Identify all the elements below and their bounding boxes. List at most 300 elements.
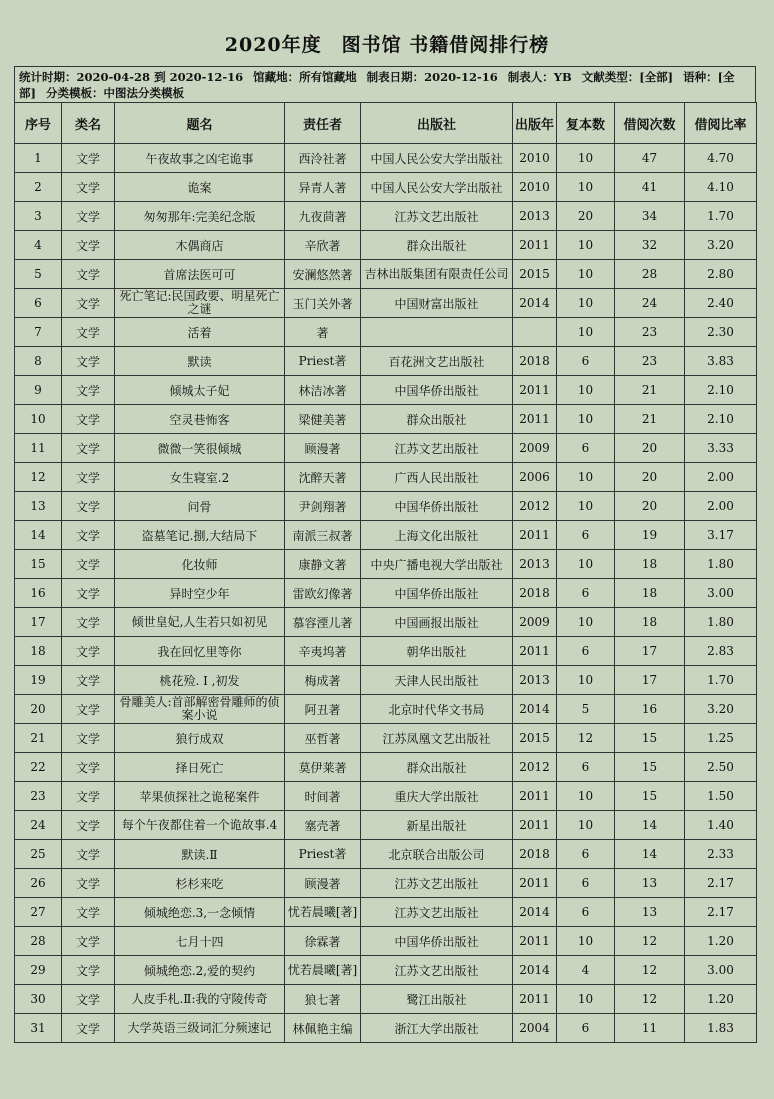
cell-loans: 16 [615,695,685,724]
cell-title: 盗墓笔记.捌,大结局下 [115,521,285,550]
cell-ratio: 1.25 [685,724,757,753]
cell-no: 30 [15,985,62,1014]
cell-year: 2015 [513,724,557,753]
cell-title: 活着 [115,318,285,347]
cell-loans: 24 [615,289,685,318]
cell-copies: 10 [557,405,615,434]
cell-loans: 41 [615,173,685,202]
cell-ratio: 1.70 [685,666,757,695]
cell-copies: 6 [557,869,615,898]
cell-year: 2011 [513,927,557,956]
meta-doc-type: 文献类型：[全部] [581,70,674,84]
cell-title: 择日死亡 [115,753,285,782]
cell-author: 莫伊莱著 [285,753,361,782]
cell-year: 2014 [513,695,557,724]
table-row [15,318,757,347]
cell-author: 狼七著 [285,985,361,1014]
cell-copies: 20 [557,202,615,231]
cell-loans: 17 [615,637,685,666]
cell-category: 文学 [62,376,115,405]
cell-category: 文学 [62,463,115,492]
cell-author: 林佩艳主编 [285,1014,361,1043]
cell-title: 问骨 [115,492,285,521]
cell-category: 文学 [62,521,115,550]
cell-no: 3 [15,202,62,231]
cell-loans: 21 [615,376,685,405]
cell-publisher: 重庆大学出版社 [361,782,513,811]
cell-publisher: 天津人民出版社 [361,666,513,695]
cell-no: 8 [15,347,62,376]
cell-copies: 10 [557,492,615,521]
table-row [15,463,757,492]
cell-category: 文学 [62,840,115,869]
cell-title: 我在回忆里等你 [115,637,285,666]
cell-publisher: 中国人民公安大学出版社 [361,173,513,202]
cell-ratio: 2.30 [685,318,757,347]
cell-loans: 21 [615,405,685,434]
cell-no: 2 [15,173,62,202]
cell-ratio: 1.80 [685,550,757,579]
cell-publisher: 江苏文艺出版社 [361,898,513,927]
cell-category: 文学 [62,260,115,289]
cell-no: 6 [15,289,62,318]
cell-loans: 15 [615,724,685,753]
cell-year [513,318,557,347]
cell-category: 文学 [62,579,115,608]
cell-year: 2018 [513,840,557,869]
cell-publisher: 中央广播电视大学出版社 [361,550,513,579]
table-row [15,173,757,202]
cell-title: 倾城太子妃 [115,376,285,405]
cell-category: 文学 [62,898,115,927]
cell-copies: 10 [557,144,615,173]
cell-no: 16 [15,579,62,608]
cell-title: 化妆师 [115,550,285,579]
meta-period: 统计时期：2020-04-28 到 2020-12-16 [19,70,244,84]
cell-year: 2011 [513,405,557,434]
cell-category: 文学 [62,289,115,318]
cell-no: 10 [15,405,62,434]
cell-publisher: 中国华侨出版社 [361,376,513,405]
cell-publisher: 中国华侨出版社 [361,927,513,956]
table-row [15,840,757,869]
cell-publisher: 群众出版社 [361,405,513,434]
cell-publisher: 新星出版社 [361,811,513,840]
cell-ratio: 1.20 [685,927,757,956]
cell-title: 空灵巷怖客 [115,405,285,434]
meta-template: 分类模板：中图法分类模板 [45,86,184,100]
cell-year: 2011 [513,376,557,405]
cell-title: 木偶商店 [115,231,285,260]
cell-year: 2010 [513,173,557,202]
cell-no: 27 [15,898,62,927]
cell-ratio: 2.50 [685,753,757,782]
cell-ratio: 2.17 [685,898,757,927]
cell-loans: 14 [615,840,685,869]
cell-copies: 4 [557,956,615,985]
cell-category: 文学 [62,608,115,637]
table-row [15,579,757,608]
cell-publisher: 江苏凤凰文艺出版社 [361,724,513,753]
cell-author: 梅成著 [285,666,361,695]
cell-title: 女生寝室.2 [115,463,285,492]
cell-year: 2015 [513,260,557,289]
table-row [15,521,757,550]
table-row [15,202,757,231]
cell-author: 异青人著 [285,173,361,202]
table-row [15,811,757,840]
cell-copies: 10 [557,811,615,840]
cell-loans: 13 [615,898,685,927]
cell-author: 忧若晨曦[著] [285,898,361,927]
cell-category: 文学 [62,1014,115,1043]
cell-publisher: 江苏文艺出版社 [361,869,513,898]
cell-category: 文学 [62,405,115,434]
table-row [15,956,757,985]
cell-ratio: 3.20 [685,695,757,724]
cell-ratio: 2.83 [685,637,757,666]
cell-ratio: 3.20 [685,231,757,260]
cell-loans: 47 [615,144,685,173]
cell-year: 2011 [513,985,557,1014]
cell-publisher: 群众出版社 [361,753,513,782]
cell-ratio: 3.83 [685,347,757,376]
cell-copies: 6 [557,1014,615,1043]
cell-publisher: 中国画报出版社 [361,608,513,637]
cell-publisher: 浙江大学出版社 [361,1014,513,1043]
cell-year: 2012 [513,753,557,782]
table-row [15,289,757,318]
cell-ratio: 2.00 [685,492,757,521]
cell-loans: 18 [615,579,685,608]
cell-no: 14 [15,521,62,550]
cell-copies: 10 [557,550,615,579]
cell-author: 尹剑翔著 [285,492,361,521]
cell-loans: 15 [615,782,685,811]
cell-author: 顾漫著 [285,434,361,463]
cell-author: 西泠社著 [285,144,361,173]
cell-year: 2011 [513,521,557,550]
cell-year: 2018 [513,579,557,608]
cell-no: 28 [15,927,62,956]
cell-publisher: 江苏文艺出版社 [361,956,513,985]
cell-category: 文学 [62,985,115,1014]
cell-publisher: 中国财富出版社 [361,289,513,318]
cell-author: 林洁冰著 [285,376,361,405]
header-row [15,103,757,144]
cell-year: 2011 [513,637,557,666]
cell-publisher [361,318,513,347]
cell-copies: 10 [557,608,615,637]
cell-no: 29 [15,956,62,985]
cell-category: 文学 [62,434,115,463]
cell-copies: 12 [557,724,615,753]
cell-author: 阿丑著 [285,695,361,724]
cell-author: 时间著 [285,782,361,811]
cell-author: 顾漫著 [285,869,361,898]
cell-no: 17 [15,608,62,637]
cell-ratio: 3.33 [685,434,757,463]
cell-title: 匆匆那年:完美纪念版 [115,202,285,231]
table-row [15,376,757,405]
cell-publisher: 百花洲文艺出版社 [361,347,513,376]
cell-publisher: 中国华侨出版社 [361,579,513,608]
meta-author: 制表人：YB [507,70,572,84]
cell-ratio: 2.10 [685,405,757,434]
cell-no: 7 [15,318,62,347]
cell-title: 诡案 [115,173,285,202]
cell-ratio: 2.17 [685,869,757,898]
cell-copies: 10 [557,318,615,347]
cell-ratio: 3.00 [685,956,757,985]
cell-category: 文学 [62,782,115,811]
cell-no: 31 [15,1014,62,1043]
cell-year: 2009 [513,434,557,463]
cell-category: 文学 [62,869,115,898]
cell-category: 文学 [62,347,115,376]
table-row [15,608,757,637]
col-header-author: 责任者 [285,103,361,144]
cell-title: 骨雕美人:首部解密骨雕师的侦案小说 [115,695,285,724]
cell-title: 异时空少年 [115,579,285,608]
cell-copies: 6 [557,637,615,666]
cell-publisher: 上海文化出版社 [361,521,513,550]
cell-no: 5 [15,260,62,289]
cell-loans: 14 [615,811,685,840]
cell-loans: 20 [615,492,685,521]
cell-author: 徐霖著 [285,927,361,956]
cell-loans: 12 [615,927,685,956]
cell-category: 文学 [62,695,115,724]
cell-copies: 10 [557,173,615,202]
cell-category: 文学 [62,956,115,985]
cell-title: 杉杉来吃 [115,869,285,898]
cell-title: 七月十四 [115,927,285,956]
cell-loans: 18 [615,608,685,637]
cell-ratio: 1.70 [685,202,757,231]
cell-title: 桃花殓. I ,初发 [115,666,285,695]
cell-publisher: 中国人民公安大学出版社 [361,144,513,173]
cell-author: 南派三叔著 [285,521,361,550]
cell-author: 安澜悠然著 [285,260,361,289]
report-title: 2020年度 图书馆 书籍借阅排行榜 [224,34,550,56]
cell-copies: 6 [557,434,615,463]
cell-copies: 10 [557,376,615,405]
cell-author: 康静文著 [285,550,361,579]
cell-copies: 6 [557,898,615,927]
table-row [15,405,757,434]
cell-publisher: 江苏文艺出版社 [361,202,513,231]
cell-year: 2010 [513,144,557,173]
table-row [15,637,757,666]
table-row [15,782,757,811]
cell-author: Priest著 [285,347,361,376]
cell-publisher: 江苏文艺出版社 [361,434,513,463]
cell-author: 辛欣著 [285,231,361,260]
cell-ratio: 3.17 [685,521,757,550]
cell-loans: 32 [615,231,685,260]
cell-author: 慕容湮儿著 [285,608,361,637]
cell-year: 2013 [513,666,557,695]
cell-loans: 17 [615,666,685,695]
cell-title: 大学英语三级词汇分频速记 [115,1014,285,1043]
cell-no: 21 [15,724,62,753]
ranking-table [14,102,757,1043]
col-header-title: 题名 [115,103,285,144]
cell-ratio: 2.10 [685,376,757,405]
cell-year: 2014 [513,289,557,318]
cell-ratio: 2.00 [685,463,757,492]
cell-publisher: 广西人民出版社 [361,463,513,492]
cell-no: 25 [15,840,62,869]
cell-publisher: 北京联合出版公司 [361,840,513,869]
cell-author: 玉门关外著 [285,289,361,318]
cell-year: 2011 [513,782,557,811]
cell-author: Priest著 [285,840,361,869]
cell-no: 12 [15,463,62,492]
cell-category: 文学 [62,550,115,579]
cell-copies: 10 [557,985,615,1014]
cell-ratio: 1.83 [685,1014,757,1043]
cell-copies: 10 [557,666,615,695]
cell-loans: 28 [615,260,685,289]
cell-category: 文学 [62,318,115,347]
cell-ratio: 2.33 [685,840,757,869]
cell-category: 文学 [62,753,115,782]
table-row [15,1014,757,1043]
table-row [15,666,757,695]
cell-category: 文学 [62,144,115,173]
cell-copies: 10 [557,927,615,956]
cell-category: 文学 [62,202,115,231]
cell-no: 22 [15,753,62,782]
table-row [15,260,757,289]
cell-year: 2014 [513,956,557,985]
cell-publisher: 朝华出版社 [361,637,513,666]
col-header-category: 类名 [62,103,115,144]
cell-ratio: 3.00 [685,579,757,608]
table-row [15,492,757,521]
cell-year: 2018 [513,347,557,376]
cell-year: 2011 [513,231,557,260]
cell-copies: 10 [557,463,615,492]
cell-no: 18 [15,637,62,666]
cell-no: 11 [15,434,62,463]
table-row [15,347,757,376]
cell-title: 狼行成双 [115,724,285,753]
cell-category: 文学 [62,173,115,202]
cell-copies: 10 [557,289,615,318]
cell-no: 26 [15,869,62,898]
cell-ratio: 1.50 [685,782,757,811]
cell-loans: 18 [615,550,685,579]
cell-category: 文学 [62,724,115,753]
cell-title: 苹果侦探社之诡秘案件 [115,782,285,811]
cell-loans: 19 [615,521,685,550]
col-header-ratio: 借阅比率 [685,103,757,144]
table-row [15,985,757,1014]
col-header-no: 序号 [15,103,62,144]
cell-year: 2014 [513,898,557,927]
cell-author: 雷欧幻像著 [285,579,361,608]
cell-loans: 12 [615,956,685,985]
cell-copies: 6 [557,521,615,550]
cell-ratio: 4.10 [685,173,757,202]
cell-title: 默读.Ⅱ [115,840,285,869]
cell-author: 塞壳著 [285,811,361,840]
table-row [15,144,757,173]
cell-category: 文学 [62,811,115,840]
cell-author: 忧若晨曦[著] [285,956,361,985]
cell-no: 20 [15,695,62,724]
col-header-publisher: 出版社 [361,103,513,144]
cell-author: 九夜茴著 [285,202,361,231]
meta-language: 语种：[全部] [19,70,735,100]
cell-no: 1 [15,144,62,173]
table-row [15,869,757,898]
cell-no: 13 [15,492,62,521]
cell-author: 梁健美著 [285,405,361,434]
cell-copies: 10 [557,260,615,289]
cell-no: 4 [15,231,62,260]
cell-loans: 15 [615,753,685,782]
cell-copies: 6 [557,840,615,869]
cell-title: 倾城绝恋.3,一念倾情 [115,898,285,927]
cell-category: 文学 [62,231,115,260]
cell-category: 文学 [62,492,115,521]
col-header-copies: 复本数 [557,103,615,144]
cell-copies: 6 [557,753,615,782]
cell-year: 2013 [513,550,557,579]
cell-ratio: 1.40 [685,811,757,840]
cell-no: 19 [15,666,62,695]
meta-date: 制表日期：2020-12-16 [366,70,498,84]
cell-loans: 34 [615,202,685,231]
cell-year: 2009 [513,608,557,637]
cell-no: 23 [15,782,62,811]
cell-title: 每个午夜都住着一个诡故事.4 [115,811,285,840]
cell-title: 首席法医可可 [115,260,285,289]
cell-ratio: 1.80 [685,608,757,637]
report-meta [14,66,756,102]
cell-ratio: 2.80 [685,260,757,289]
cell-publisher: 群众出版社 [361,231,513,260]
table-row [15,753,757,782]
cell-publisher: 鹭江出版社 [361,985,513,1014]
cell-category: 文学 [62,666,115,695]
cell-year: 2004 [513,1014,557,1043]
cell-year: 2006 [513,463,557,492]
cell-title: 倾世皇妃,人生若只如初见 [115,608,285,637]
cell-loans: 20 [615,434,685,463]
cell-title: 默读 [115,347,285,376]
cell-loans: 13 [615,869,685,898]
cell-no: 15 [15,550,62,579]
cell-author: 辛夷坞著 [285,637,361,666]
cell-loans: 20 [615,463,685,492]
cell-title: 午夜故事之凶宅诡事 [115,144,285,173]
cell-loans: 11 [615,1014,685,1043]
cell-year: 2013 [513,202,557,231]
meta-location: 馆藏地：所有馆藏地 [253,70,357,84]
cell-copies: 6 [557,347,615,376]
cell-copies: 10 [557,782,615,811]
col-header-loans: 借阅次数 [615,103,685,144]
cell-publisher: 中国华侨出版社 [361,492,513,521]
cell-no: 9 [15,376,62,405]
cell-year: 2011 [513,869,557,898]
cell-author: 著 [285,318,361,347]
